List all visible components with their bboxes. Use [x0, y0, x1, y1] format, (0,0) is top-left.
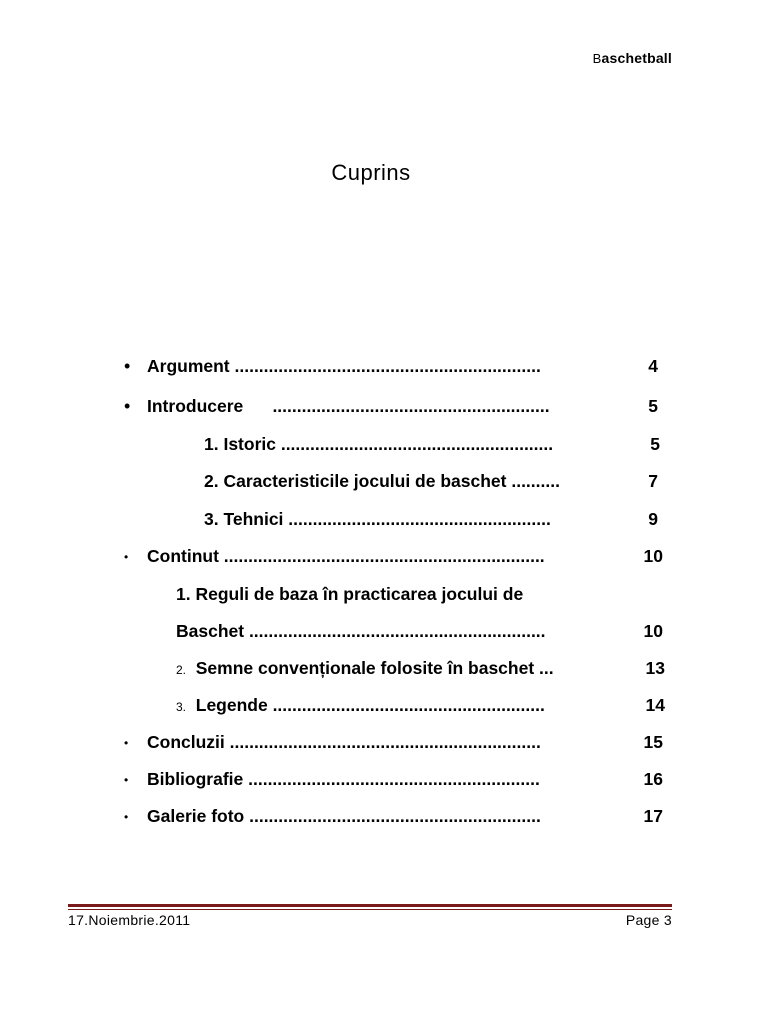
toc-page-number: 10 — [643, 621, 663, 641]
toc-page-number: 10 — [643, 546, 663, 566]
page-title: Cuprins — [331, 160, 411, 185]
toc-entry-caracteristici: 2. Caracteristicile jocului de baschet .......... — [204, 471, 560, 491]
toc-page-number: 14 — [645, 695, 665, 715]
toc-page-number: 13 — [645, 658, 665, 678]
toc-entry-bibliografie: Bibliografie ............................................................ — [147, 769, 540, 789]
toc-entry-tehnici: 3. Tehnici ...................................................... — [204, 509, 551, 529]
footer-divider-thin — [68, 909, 672, 910]
footer-divider-thick — [68, 904, 672, 907]
toc-entry-continut: Continut .................................................................. — [147, 546, 545, 566]
toc-sub-number: 2. — [176, 663, 187, 677]
running-header-initial: B — [592, 51, 602, 66]
toc-page-number: 9 — [648, 509, 658, 529]
toc-bullet: • — [124, 396, 131, 416]
toc-entry-galerie-foto: Galerie foto ............................................................ — [147, 806, 541, 826]
toc-entry-reguli: 1. Reguli de baza în practicarea jocului de — [176, 584, 524, 604]
footer-page-label: Page 3 — [625, 912, 672, 928]
toc-page-number: 16 — [643, 769, 663, 789]
toc-entry-argument: Argument ............................................................... — [147, 356, 541, 376]
toc-bullet: • — [124, 736, 129, 750]
toc-page-number: 7 — [648, 471, 658, 491]
toc-page-number: 5 — [650, 434, 660, 454]
toc-entry-reguli-continued: Baschet ............................................................. — [176, 621, 546, 641]
running-header-rest: aschetball — [601, 50, 672, 66]
toc-page-number: 5 — [648, 396, 658, 416]
toc-entry-label: Legende ........................................................ — [195, 695, 545, 715]
toc-bullet: • — [124, 810, 129, 824]
toc-entry-introducere: Introducere ......................................................... — [147, 396, 550, 416]
running-header — [593, 50, 672, 66]
toc-page-number: 15 — [643, 732, 663, 752]
toc-page-number: 4 — [648, 356, 658, 376]
toc-bullet: • — [124, 356, 131, 376]
toc-entry-legende — [176, 693, 545, 717]
footer-date: 17.Noiembrie.2011 — [68, 912, 191, 928]
toc-entry-label: Semne convenționale folosite în baschet ... — [195, 658, 554, 678]
toc-page-number: 17 — [643, 806, 663, 826]
toc-sub-number: 3. — [176, 700, 187, 714]
toc-bullet: • — [124, 550, 129, 564]
toc-entry-semne — [176, 656, 554, 680]
toc-entry-istoric: 1. Istoric ........................................................ — [204, 434, 554, 454]
toc-bullet: • — [124, 773, 129, 787]
toc-entry-concluzii: Concluzii ................................................................ — [147, 732, 541, 752]
